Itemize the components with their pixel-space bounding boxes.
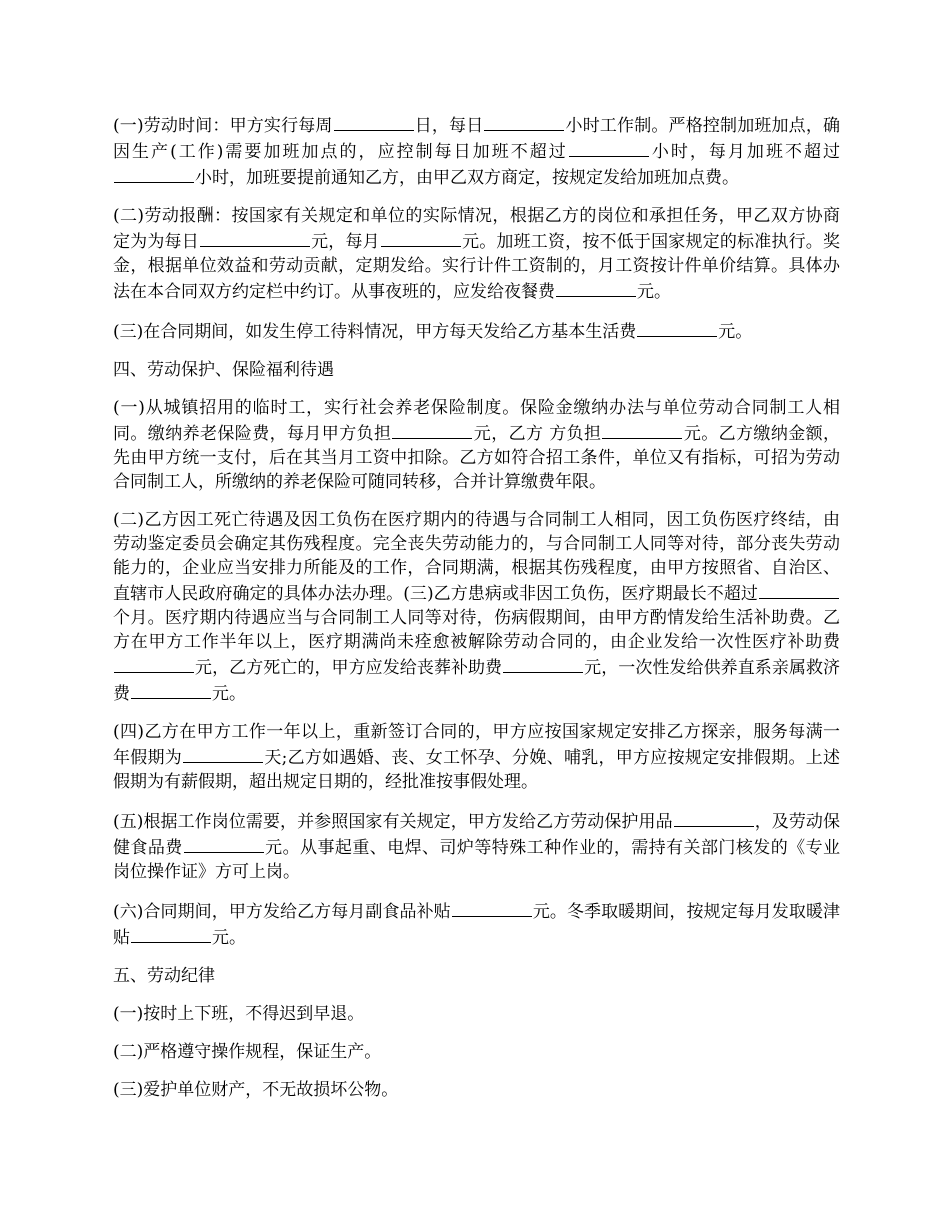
blank-field — [569, 138, 649, 157]
blank-field — [602, 420, 682, 439]
blank-field — [131, 924, 211, 943]
clause-property-care: (三)爱护单位财产，不无故损坏公物。 — [113, 1080, 399, 1100]
blank-field — [452, 898, 532, 917]
clause-injury-illness: (二)乙方因工死亡待遇及因工负伤在医疗期内的待遇与合同制工人相同，因工负伤医疗终结，由劳动鉴定委员会确定其伤残程度。完全丧失劳动能力的，与合同制工人同等对待，部分丧失劳动能力的，企业应当安排力所能及的工作，合同期满，根据其伤残程度，由甲方按照省、自治区、直辖市人民政府确定的具体办法办理。(三)乙方患病或非因工负伤，医疗期最长不超过个月。医疗期内待遇应当与合同制工人同等对待，伤病假期间，由甲方酌情发给生活补助费。乙方在甲方工作半年以上，医疗期满尚未痊愈被解除劳动合同的，由企业发给一次性医疗补助费元，乙方死亡的，甲方应发给丧葬补助费 元，一次性发给供养直系亲属救济费 元。 — [113, 510, 841, 704]
clause-remuneration: (二)劳动报酬：按国家有关规定和单位的实际情况，根据乙方的岗位和承担任务，甲乙双方协商定为为每日 元，每月 元。加班工资，按不低于国家规定的标准执行。奖金，根据单位效益和劳动贡献，定期发给。实行计件工资制的，月工资按计件单价结算。具体办法在本合同双方约定栏中约订。从事夜班的，应发给夜餐费 元。 — [113, 206, 840, 302]
clause-punctuality: (一)按时上下班，不得迟到早退。 — [113, 1004, 365, 1024]
blank-field — [484, 112, 564, 131]
blank-field — [114, 654, 194, 673]
blank-field — [556, 278, 636, 297]
document-page — [113, 112, 840, 1116]
clause-operating-rules: (二)严格遵守操作规程，保证生产。 — [113, 1042, 382, 1062]
blank-field — [392, 420, 472, 439]
clause-working-hours: (一)劳动时间：甲方实行每周 日，每日 小时工作制。严格控制加班加点，确因生产(工作)需要加班加点的，应控制每日加班不超过 小时，每月加班不超过小时，加班要提前通知乙方，由甲乙双方商定，按规定发给加班加点费。 — [113, 112, 840, 190]
blank-field — [131, 680, 211, 699]
blank-field — [114, 164, 194, 183]
blank-field — [637, 318, 717, 337]
section-heading-labor-discipline: 五、劳动纪律 — [113, 966, 215, 986]
clause-leave: (四)乙方在甲方工作一年以上，重新签订合同的，甲方应按国家规定安排乙方探亲，服务每满一年假期为 天;乙方如遇婚、丧、女工怀孕、分娩、哺乳，甲方应按规定安排假期。上述假期为有薪假期，超出规定日期的，经批准按事假处理。 — [113, 722, 841, 792]
clause-work-stoppage: (三)在合同期间，如发生停工待料情况，甲方每天发给乙方基本生活费 元。 — [113, 318, 840, 344]
blank-field — [759, 580, 839, 599]
blank-field — [381, 228, 461, 247]
blank-field — [334, 112, 414, 131]
blank-field — [200, 228, 310, 247]
blank-field — [674, 808, 754, 827]
clause-pension-insurance: (一)从城镇招用的临时工，实行社会养老保险制度。保险金缴纳办法与单位劳动合同制工人相同。缴纳养老保险费，每月甲方负担 元，乙方 方负担 元。乙方缴纳金额，先由甲方统一支付，后在其当月工资中扣除。乙方如符合招工条件，单位又有指标，可招为劳动合同制工人，所缴纳的养老保险可随同转移，合并计算缴费年限。 — [113, 398, 841, 492]
blank-field — [183, 744, 263, 763]
section-heading-labor-protection: 四、劳动保护、保险福利待遇 — [113, 360, 334, 380]
clause-allowances: (六)合同期间，甲方发给乙方每月副食品补贴 元。冬季取暖期间，按规定每月发取暖津贴 元。 — [113, 898, 840, 950]
clause-protective-supplies: (五)根据工作岗位需要，并参照国家有关规定，甲方发给乙方劳动保护用品 ，及劳动保健食品费 元。从事起重、电焊、司炉等特殊工种作业的，需持有关部门核发的《专业岗位操作证》方可上岗。 — [113, 808, 840, 884]
blank-field — [184, 834, 264, 853]
blank-field — [503, 654, 583, 673]
